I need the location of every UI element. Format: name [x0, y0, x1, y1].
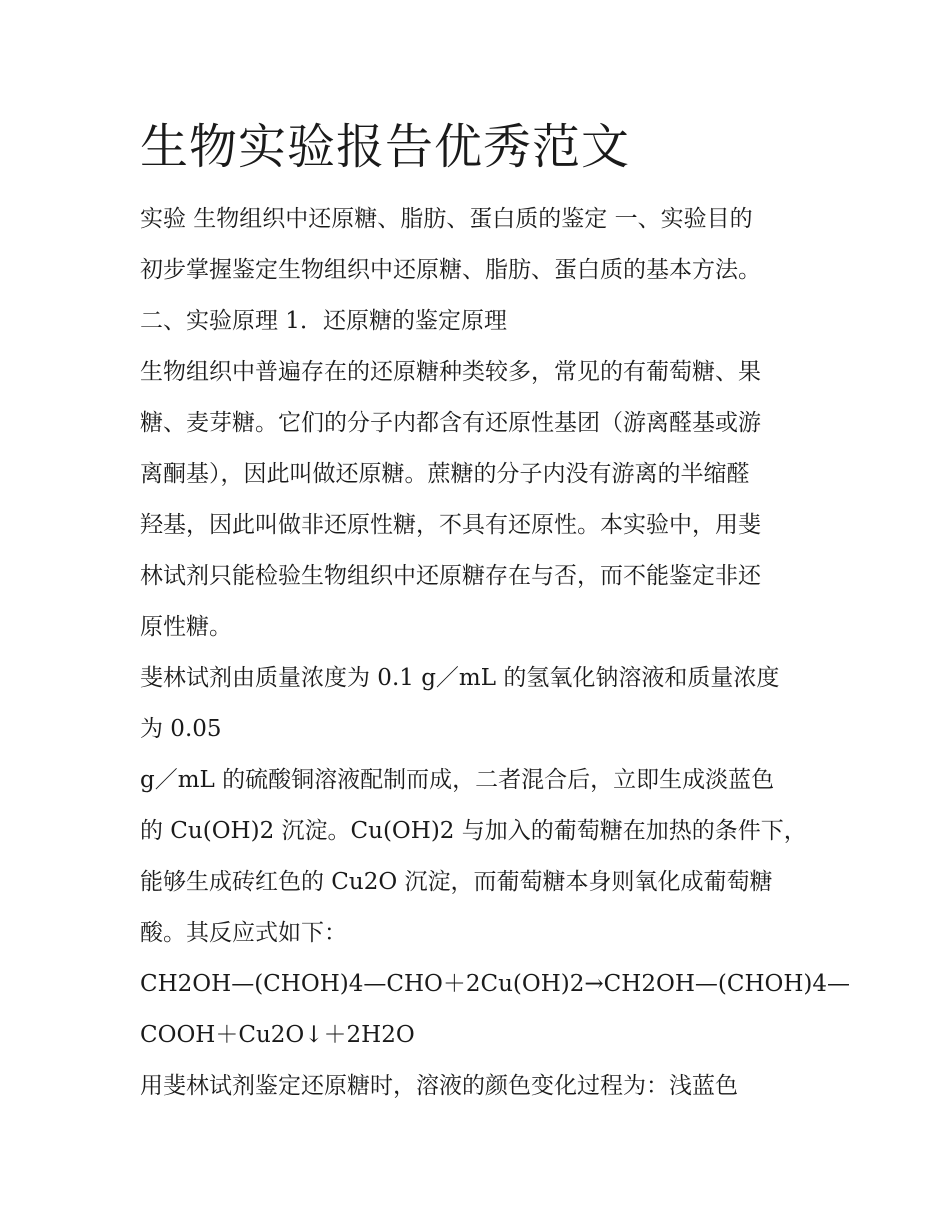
text-line: 糖、麦芽糖。它们的分子内都含有还原性基团（游离醛基或游 — [140, 410, 761, 436]
text-line: 离酮基），因此叫做还原糖。蔗糖的分子内没有游离的半缩醛 — [140, 461, 750, 487]
text-line: g／mL 的硫酸铜溶液配制而成，二者混合后，立即生成淡蓝色 — [140, 767, 775, 793]
text-line: 斐林试剂由质量浓度为 0.1 g／mL 的氢氧化钠溶液和质量浓度 — [140, 665, 780, 691]
text-line: 羟基，因此叫做非还原性糖，不具有还原性。本实验中，用斐 — [140, 512, 761, 538]
text-line: 用斐林试剂鉴定还原糖时，溶液的颜色变化过程为：浅蓝色 — [140, 1073, 738, 1099]
text-line: 实验 生物组织中还原糖、脂肪、蛋白质的鉴定 一、实验目的 — [140, 206, 753, 232]
text-line: 初步掌握鉴定生物组织中还原糖、脂肪、蛋白质的基本方法。 — [140, 257, 761, 283]
text-line: 生物组织中普遍存在的还原糖种类较多，常见的有葡萄糖、果 — [140, 359, 761, 385]
document-body — [140, 194, 851, 1112]
text-line: 为 0.05 — [140, 716, 222, 742]
text-line: 林试剂只能检验生物组织中还原糖存在与否，而不能鉴定非还 — [140, 563, 761, 589]
text-line: COOH＋Cu2O↓＋2H2O — [140, 1022, 415, 1048]
text-line: 能够生成砖红色的 Cu2O 沉淀，而葡萄糖本身则氧化成葡萄糖 — [140, 869, 773, 895]
text-line: 原性糖。 — [140, 614, 232, 640]
document-title: 生物实验报告优秀范文 — [140, 119, 631, 175]
text-line: CH2OH—(CHOH)4—CHO＋2Cu(OH)2→CH2OH—(CHOH)4— — [140, 971, 851, 997]
document-page — [140, 112, 851, 1112]
text-line: 二、实验原理 1．还原糖的鉴定原理 — [140, 308, 507, 334]
text-line: 的 Cu(OH)2 沉淀。Cu(OH)2 与加入的葡萄糖在加热的条件下， — [140, 818, 807, 844]
text-line: 酸。其反应式如下： — [140, 920, 347, 946]
